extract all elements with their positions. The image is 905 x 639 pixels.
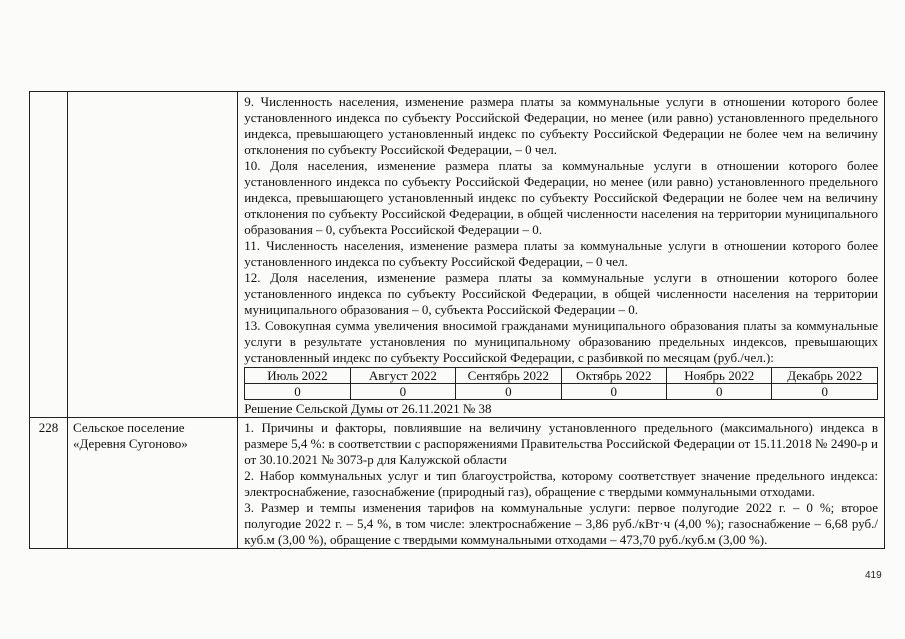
indicator-paragraph: 13. Совокупная сумма увеличения вносимой гражданами муниципального образования платы за коммунальные услуги в результате установления по муниципальному образованию предельных индексов, превышающих установленный индекс по субъекту Российской Федерации, с разбивкой по месяцам (руб./чел.): (244, 318, 878, 365)
indicator-paragraph: 11. Численность населения, изменение размера платы за коммунальные услуги в отношении которого более установленного индекса по субъекту Российской Федерации, – 0 чел. (244, 238, 878, 269)
month-header: Июль 2022 (245, 368, 350, 384)
month-value: 0 (772, 384, 878, 400)
month-value: 0 (667, 384, 772, 400)
indicator-paragraph: 1. Причины и факторы, повлиявшие на величину установленного предельного (максимального) индекса в размере 5,4 %: в соответствии с распоряжениями Правительства Российской Федерации от 15.11.2018 № 2490-р и от 30.10.2021 № 3073-р для Калужской области (244, 420, 878, 467)
month-header: Ноябрь 2022 (667, 368, 772, 384)
indicators-cell (238, 418, 885, 549)
municipality-name-cell (68, 92, 238, 418)
row-number-cell: 228 (30, 418, 68, 549)
municipalities-table (29, 91, 885, 549)
decision-reference: Решение Сельской Думы от 26.11.2021 № 38 (244, 401, 492, 416)
indicator-paragraph: 12. Доля населения, изменение размера платы за коммунальные услуги в отношении которого более установленного индекса по субъекту Российской Федерации, в общей численности населения на территории муниципального образования – 0, субъекта Российской Федерации – 0. (244, 270, 878, 317)
months-header-row (245, 368, 878, 384)
month-header: Декабрь 2022 (772, 368, 878, 384)
month-header: Октябрь 2022 (561, 368, 666, 384)
indicator-paragraph: 3. Размер и темпы изменения тарифов на коммунальные услуги: первое полугодие 2022 г. – 0 %; второе полугодие 2022 г. – 5,4 %, в том числе: электроснабжение – 3,86 руб./кВт·ч (4,00 %); газоснабжение – 6,68 руб./куб.м (3,00 %), обращение с твердыми коммунальными отходами – 473,70 руб./куб.м (3,00 %). (244, 500, 878, 547)
row-number-cell (30, 92, 68, 418)
table-row (30, 92, 885, 418)
municipality-name-cell: Сельское поселение «Деревня Сугоново» (68, 418, 238, 549)
month-value: 0 (456, 384, 561, 400)
indicator-paragraph: 10. Доля населения, изменение размера платы за коммунальные услуги в отношении которого более установленного индекса по субъекту Российской Федерации, но менее (или равно) установленного предельного индекса, превышающего установленный индекс по субъекту Российской Федерации не более чем на величину отклонения по субъекту Российской Федерации, в общей численности населения на территории муниципального образования – 0, субъекта Российской Федерации – 0. (244, 158, 878, 237)
monthly-increase-table (244, 367, 878, 400)
indicator-paragraph: 9. Численность населения, изменение размера платы за коммунальные услуги в отношении которого более установленного индекса по субъекту Российской Федерации, но менее (или равно) установленного предельного индекса, превышающего установленный индекс по субъекту Российской Федерации не более чем на величину отклонения по субъекту Российской Федерации, – 0 чел. (244, 94, 878, 157)
table-row (30, 418, 885, 549)
indicator-paragraph: 2. Набор коммунальных услуг и тип благоустройства, которому соответствует значение предельного индекса: электроснабжение, газоснабжение (природный газ), обращение с твердыми коммунальными отходами. (244, 468, 878, 499)
months-values-row (245, 384, 878, 400)
month-value: 0 (350, 384, 455, 400)
indicators-cell (238, 92, 885, 418)
month-header: Сентябрь 2022 (456, 368, 561, 384)
page-number: 419 (865, 570, 882, 581)
month-value: 0 (561, 384, 666, 400)
month-header: Август 2022 (350, 368, 455, 384)
month-value: 0 (245, 384, 350, 400)
